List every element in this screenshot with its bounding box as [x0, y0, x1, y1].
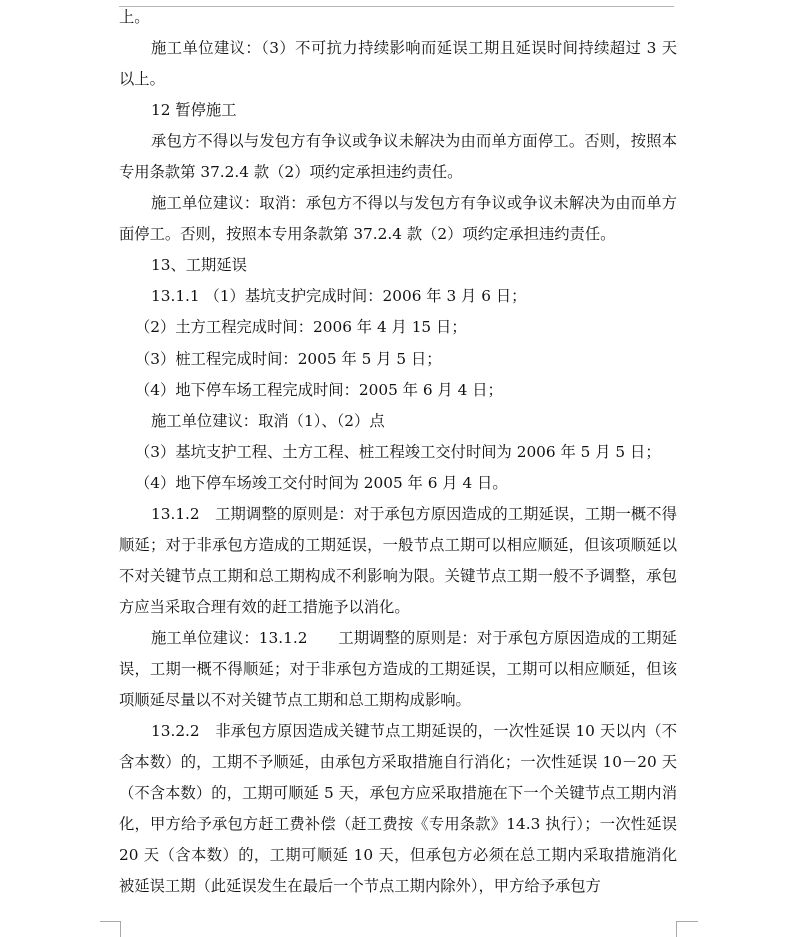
paragraph-16: 13.2.2 非承包方原因造成关键节点工期延误的，一次性延误 10 天以内（不含本数）的，工期不予顺延，由承包方采取措施自行消化；一次性延误 10－20 天（不含本数）的，工期可顺延 5 天，承包方应采取措施在下一个关键节点工期内消化，甲方给予承包方赶工费补偿（赶工费按《专用条款》14.3 执行）；一次性延误 20 天（含本数）的，工期可顺延 10 天，但承包方必须在总工期内采取措施消化被延误工期（此延误发生在最后一个节点工期内除外），甲方给予承包方 [119, 722, 677, 896]
crop-mark-right-vertical [676, 921, 677, 937]
paragraph-8: （2）土方工程完成时间：2006 年 4 月 15 日； [135, 318, 467, 337]
paragraph-7: 13.1.1 （1）基坑支护完成时间：2006 年 3 月 6 日； [151, 287, 527, 306]
paragraph-2: 施工单位建议：（3）不可抗力持续影响而延误工期且延误时间持续超过 3 天以上。 [119, 39, 677, 89]
crop-mark-left-horizontal [100, 921, 120, 922]
paragraph-13: （4）地下停车场竣工交付时间为 2005 年 6 月 4 日。 [135, 473, 508, 492]
paragraph-10: （4）地下停车场工程完成时间：2005 年 6 月 4 日； [135, 380, 503, 399]
paragraph-15: 施工单位建议：13.1.2 工期调整的原则是：对于承包方原因造成的工期延误，工期一概不得顺延；对于非承包方造成的工期延误，工期可以相应顺延，但该项顺延尽量以不对关键节点工期和总工期构成影响。 [119, 628, 677, 710]
paragraph-1: 上。 [119, 8, 150, 26]
paragraph-14: 13.1.2 工期调整的原则是：对于承包方原因造成的工期延误，工期一概不得顺延；对于非承包方造成的工期延误，一般节点工期可以相应顺延，但该项顺延以不对关键节点工期和总工期构成不利影响为限。关键节点工期一般不予调整，承包方应当采取合理有效的赶工措施予以消化。 [119, 504, 677, 616]
paragraph-9: （3）桩工程完成时间：2005 年 5 月 5 日； [135, 349, 442, 368]
paragraph-12: （3）基坑支护工程、土方工程、桩工程竣工交付时间为 2006 年 5 月 5 日； [135, 442, 661, 461]
paragraph-5: 施工单位建议：取消：承包方不得以与发包方有争议或争议未解决为由而单方面停工。否则，按照本专用条款第 37.2.4 款（2）项约定承担违约责任。 [119, 194, 677, 244]
paragraph-4: 承包方不得以与发包方有争议或争议未解决为由而单方面停工。否则，按照本专用条款第 37.2.4 款（2）项约定承担违约责任。 [119, 132, 677, 182]
document-body [119, 2, 677, 902]
section-heading-13: 13、工期延误 [151, 256, 247, 275]
paragraph-11: 施工单位建议：取消（1）、（2）点 [151, 411, 385, 430]
section-heading-12: 12 暂停施工 [151, 101, 237, 120]
crop-mark-left-vertical [120, 921, 121, 937]
crop-mark-right-horizontal [676, 921, 698, 922]
